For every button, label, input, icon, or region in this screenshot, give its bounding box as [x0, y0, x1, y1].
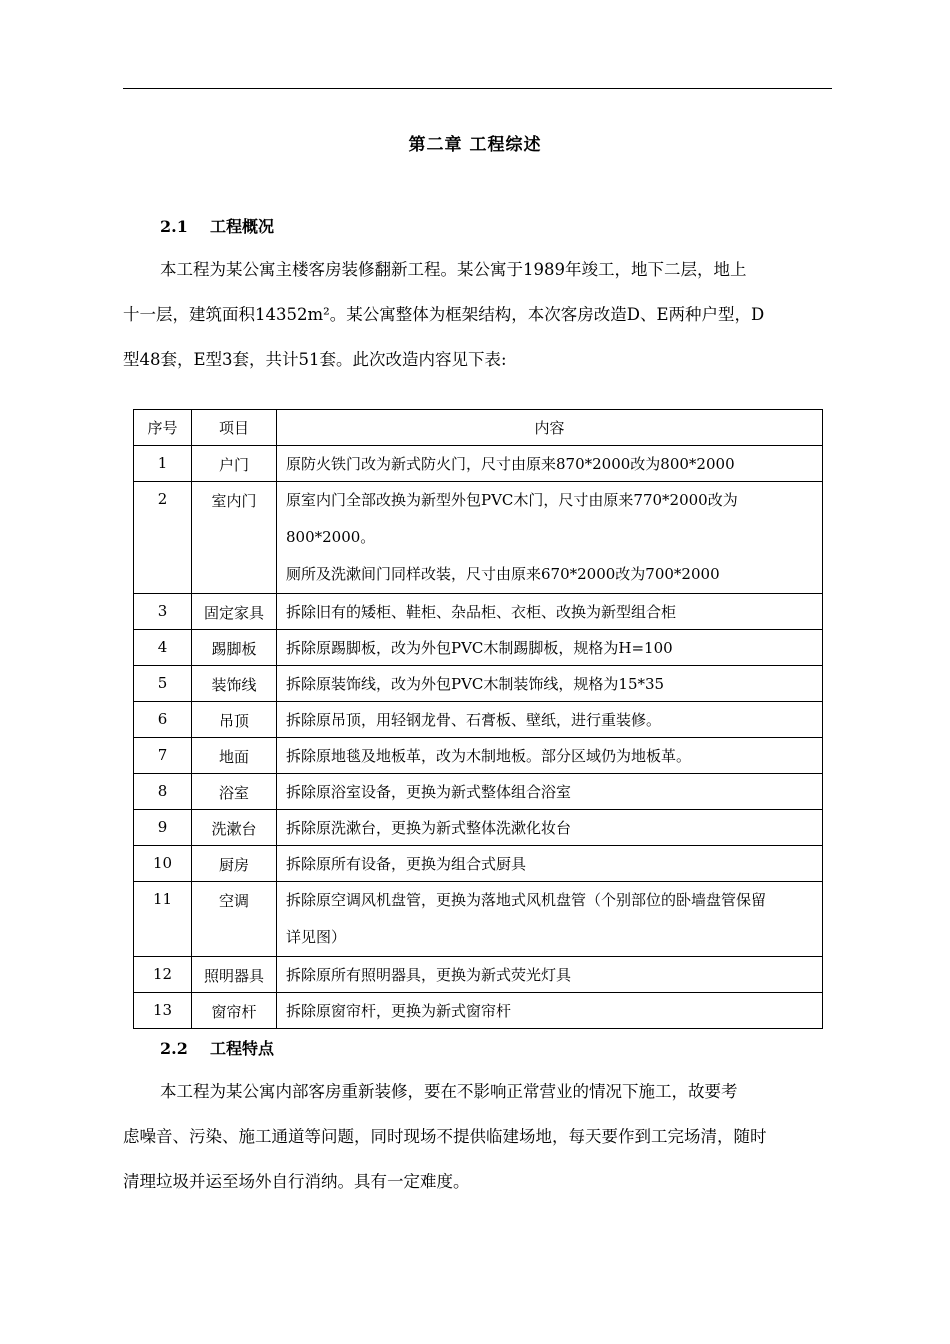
row-item: 照明器具: [192, 957, 277, 993]
content-line: 拆除原空调风机盘管，更换为落地式风机盘管（个别部位的卧墙盘管保留: [286, 891, 767, 909]
row-number: 13: [134, 993, 192, 1029]
row-content: 拆除原窗帘杆，更换为新式窗帘杆: [277, 993, 823, 1029]
table-row: [134, 482, 823, 594]
row-content: 拆除原吊顶，用轻钢龙骨、石膏板、壁纸，进行重装修。: [277, 702, 823, 738]
section-number: 2.1: [160, 217, 188, 236]
header-cell-no: 序号: [134, 410, 192, 446]
paragraph-line: [123, 247, 833, 292]
section-title: 工程概况: [210, 217, 275, 236]
content-line: 原室内门全部改换为新型外包PVC木门，尺寸由原来770*2000改为: [286, 491, 738, 509]
row-content: 拆除旧有的矮柜、鞋柜、杂品柜、衣柜、改换为新型组合柜: [277, 594, 823, 630]
table-row: [134, 738, 823, 774]
table-row: [134, 882, 823, 957]
row-number: 4: [134, 630, 192, 666]
header-cell-item: 项目: [192, 410, 277, 446]
row-content: [277, 882, 823, 957]
table-row: [134, 993, 823, 1029]
paragraph-line: 清理垃圾并运至场外自行消纳。具有一定难度。: [123, 1172, 470, 1191]
row-item: 厨房: [192, 846, 277, 882]
row-content: 原防火铁门改为新式防火门，尺寸由原来870*2000改为800*2000: [277, 446, 823, 482]
row-number: 11: [134, 882, 192, 957]
row-item: 踢脚板: [192, 630, 277, 666]
row-content: 拆除原踢脚板，改为外包PVC木制踢脚板，规格为H=100: [277, 630, 823, 666]
row-content: 拆除原所有照明器具，更换为新式荧光灯具: [277, 957, 823, 993]
row-number: 2: [134, 482, 192, 594]
paragraph-line: 十一层，建筑面积14352m²。某公寓整体为框架结构，本次客房改造D、E两种户型，D: [123, 305, 765, 324]
paragraph-line: 型48套，E型3套，共计51套。此次改造内容见下表:: [123, 350, 507, 369]
row-content: 拆除原地毯及地板革，改为木制地板。部分区域仍为地板革。: [277, 738, 823, 774]
features-paragraph: [123, 1069, 833, 1204]
row-content: 拆除原浴室设备，更换为新式整体组合浴室: [277, 774, 823, 810]
section-heading-2-1: [160, 214, 274, 237]
row-number: 3: [134, 594, 192, 630]
row-content: 拆除原所有设备，更换为组合式厨具: [277, 846, 823, 882]
row-item: 空调: [192, 882, 277, 957]
row-number: 1: [134, 446, 192, 482]
row-item: 固定家具: [192, 594, 277, 630]
section-title: 工程特点: [210, 1039, 275, 1058]
paragraph-line-text: 本工程为某公寓主楼客房装修翻新工程。某公寓于1989年竣工，地下二层，地上: [160, 260, 747, 279]
row-item: 室内门: [192, 482, 277, 594]
row-item: 浴室: [192, 774, 277, 810]
row-item: 洗漱台: [192, 810, 277, 846]
table-row: [134, 594, 823, 630]
row-number: 6: [134, 702, 192, 738]
content-line: 厕所及洗漱间门同样改装，尺寸由原来670*2000改为700*2000: [286, 565, 720, 583]
section-heading-2-2: [160, 1036, 274, 1059]
section-number: 2.2: [160, 1039, 188, 1058]
row-number: 12: [134, 957, 192, 993]
content-line: 详见图）: [286, 928, 347, 946]
overview-paragraph: [123, 247, 833, 382]
table-row: [134, 446, 823, 482]
row-item: 吊顶: [192, 702, 277, 738]
row-content: 拆除原洗漱台，更换为新式整体洗漱化妆台: [277, 810, 823, 846]
row-content: [277, 482, 823, 594]
table-row: [134, 702, 823, 738]
renovation-table: [133, 409, 823, 1029]
row-number: 10: [134, 846, 192, 882]
paragraph-line: [123, 1069, 833, 1114]
table-row: [134, 774, 823, 810]
table-row: [134, 810, 823, 846]
table-header-row: [134, 410, 823, 446]
table-row: [134, 846, 823, 882]
table-row: [134, 666, 823, 702]
table-row: [134, 630, 823, 666]
row-number: 7: [134, 738, 192, 774]
paragraph-line: 虑噪音、污染、施工通道等问题，同时现场不提供临建场地，每天要作到工完场清，随时: [123, 1127, 767, 1146]
row-number: 9: [134, 810, 192, 846]
row-item: 户门: [192, 446, 277, 482]
row-number: 5: [134, 666, 192, 702]
table-row: [134, 957, 823, 993]
row-content: 拆除原装饰线，改为外包PVC木制装饰线，规格为15*35: [277, 666, 823, 702]
header-cell-content: 内容: [277, 410, 823, 446]
row-item: 装饰线: [192, 666, 277, 702]
row-item: 地面: [192, 738, 277, 774]
chapter-title: 第二章 工程综述: [408, 135, 542, 155]
paragraph-line-text: 本工程为某公寓内部客房重新装修，要在不影响正常营业的情况下施工，故要考: [160, 1082, 738, 1101]
row-number: 8: [134, 774, 192, 810]
row-item: 窗帘杆: [192, 993, 277, 1029]
content-line: 800*2000。: [286, 528, 376, 546]
header-rule: [123, 88, 832, 89]
